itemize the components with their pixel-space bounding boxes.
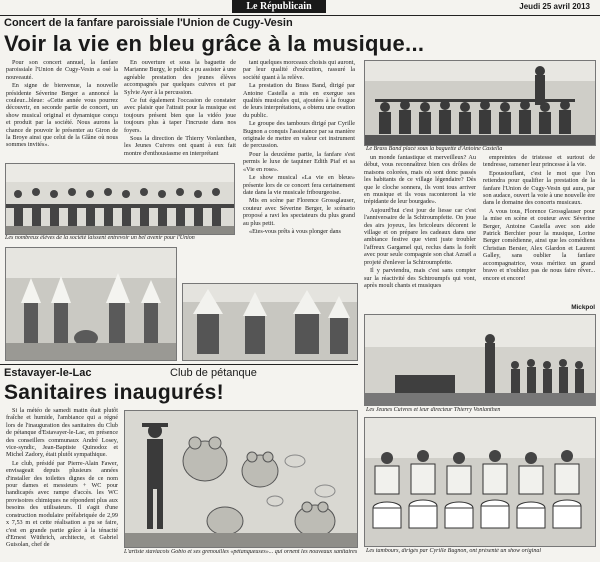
paragraph: La prestation du Brass Band, dirigé par Antoine Castella a mis en exergue ses qualités musicales qui, ajoutées à la fougue de leurs interprétations, a obtenu une ovation du public.: [243, 82, 355, 119]
students-caption: Les nombreux élèves de la société laissent entrevoir un bel avenir pour l'Union: [5, 235, 195, 241]
article1-column-2: [124, 59, 236, 159]
young-brass-illustration: [365, 315, 595, 405]
paragraph: un monde fantastique et merveilleux? Au début, vous reconnaîtrez bien ces drôles de maisons colorées, mais où sont donc passés les habitants de ce village légendaire? Dès que le cloche sonnera, ils vont tous arriver en musique et ils vous raconteront la vie trépidante de leur bourgade».: [364, 154, 476, 206]
paragraph: Le show musical «La vie en bleue» présente lors de ce concert fera certainement date dans la vie musicale fribourgeoise.: [243, 174, 355, 196]
paragraph: Mis en scène par Florence Grossglauser, couteur avec Séverine Berger, le scénario proposé a ravi les spectateurs du plus grand au plus petit.: [243, 197, 355, 227]
drummers-photo: [364, 417, 596, 547]
paragraph: Pour son concert annuel, la fanfare paroissiale l'Union de Cugy-Vesin a osé la nouveauté.: [6, 59, 118, 81]
paragraph: Il y parviendra, mais c'est sans compter sur la réactivité des Schtroumpfs qui vont, après moult chants et musiques: [364, 267, 476, 289]
article2-headline: Sanitaires inaugurés!: [4, 381, 224, 404]
brass-band-photo: [364, 60, 596, 146]
paragraph: tant quelques morceaux choisis qui auront, par leur qualité d'exécution, rassuré la société quant à la relève.: [243, 59, 355, 81]
article1-column-3: [243, 59, 355, 276]
article2-column-1: [6, 407, 118, 560]
frogs-photo: [124, 410, 358, 548]
article1-column-4: [364, 154, 476, 312]
article1-headline: Voir la vie en bleu grâce à la musique...: [4, 31, 425, 56]
article2-kicker: Club de pétanque: [170, 367, 257, 379]
drummers-caption: Les tambours, dirigés par Cyrille Bugnon, ont présenté un show original: [366, 548, 542, 554]
students-photo: [5, 163, 235, 235]
smurf-show-photo-1: [5, 247, 177, 361]
article1-column-1: [6, 59, 118, 159]
drummers-illustration: [365, 418, 595, 546]
paragraph: Si la météo de samedi matin était plutôt fraîche et humide, l'ambiance qui a régné lors de l'inauguration des sanitaires du Club de pétanque d'Estavayer-le-Lac, en présence des conseillers communaux André Losey, vice-syndic, Jean-Baptiste Quinodoz et Michel Zadory, était plutôt sympathique.: [6, 407, 118, 459]
paragraph: Sous la direction de Thierry Vonlanthen, les Jeunes Cuivres ont quant à eux fait montre d'enthousiasme en interprétant: [124, 135, 236, 157]
masthead: Le Républicain: [232, 0, 326, 13]
paragraph: En signe de bienvenue, la nouvelle présidente Séverine Berger a annoncé la couleur...bleue: «Cette année vous pourrez découvrir, en seconde partie de concert, un show musical original et dynamique conçu et produit par la société. Nous aurons la chance de pouvoir le présenter au Giron de la Broye ainsi que celui de la Glâne où nous sommes invités».: [6, 82, 118, 149]
article1-signature: Mickpol: [571, 304, 595, 311]
frogs-illustration: [125, 411, 357, 547]
paragraph: empreintes de tristesse et surtout de tendresse, ramener leur princesse à la vie.: [483, 154, 595, 169]
frogs-caption: L'artiste staviacois Gobio et ses grenouilles «pétanqueuses»... qui ornent les nouveaux sanitaires: [124, 549, 358, 555]
brass-band-caption: Le Brass Band placé sous la baguette d'Antoine Castella: [366, 146, 503, 152]
paragraph: Pour la deuxième partie, la fanfare s'est permis le luxe de taquiner Edith Piaf et sa «Vie en rose».: [243, 150, 355, 173]
paragraph: Epoustouflant, c'est le mot que l'on retiendra pour qualifier la prestation de la fanfare l'Union de Cugy-Vesin qui aura, par son audace, ouvert la voie à une nouvelle ère dans le domaine des concerts musicaux.: [483, 169, 595, 207]
article1-kicker: Concert de la fanfare paroissiale l'Union de Cugy-Vesin: [4, 17, 293, 29]
smurf-show-illustration-2: [183, 284, 357, 360]
paragraph: Le club, présidé par Pierre-Alain Fawer, envisageait depuis plusieurs années d'installer des toilettes dignes de ce nom pour dames et messieurs + WC pour handicapés avec rampe d'accès. les WC provisoires chimiques ne répondent plus aux besoins des utilisateurs. Il s'agit d'une construction modulaire préfabriquée de 2,99 x 7,53 m et cette réalisation a pu se faire, c'est en grande partie grâce à la ténacité d'Ernest Wüthrich, architecte, et Gabriel Guisolan, chef de: [6, 459, 118, 549]
article2-location: Estavayer-le-Lac: [4, 367, 92, 379]
top-rule: [0, 15, 600, 16]
paragraph: Le groupe des tambours dirigé par Cyrille Bugnon a conquis l'assistance par sa manière originale de mettre en valeur cet instrument de percussion.: [243, 120, 355, 150]
issue-date: Jeudi 25 avril 2013: [519, 2, 590, 11]
paragraph: Ce fut également l'occasion de constater avec plaisir que l'attrait pour la musique est toujours présent bien que la vidéo joue toujours plus à taper l'incruste dans nos foyers.: [124, 97, 236, 134]
article2-top-rule: [0, 364, 358, 365]
students-illustration: [6, 164, 234, 234]
paragraph: «Etes-vous prêts à vous plonger dans: [249, 227, 341, 235]
young-brass-photo: [364, 314, 596, 406]
paragraph: En ouverture et sous la baguette de Marianne Burgy, le public a pu assister à une agréable prestation des jeunes élèves accompagnés par quelques cuivres et par Sylvie Ayer à la percussion.: [124, 59, 236, 96]
smurf-show-photo-2: [182, 283, 358, 361]
young-brass-caption: Les Jeunes Cuivres et leur directeur Thierry Vonlanthen: [366, 407, 501, 413]
brass-band-illustration: [365, 61, 595, 145]
smurf-show-illustration-1: [6, 248, 176, 360]
paragraph: A vous tous, Florence Grossglauser pour la mise en scène et couteur avec Séverine Berger, Antoine Castella avec son aide Patrick Berchier pour la musique, Lorine Berger comédienne, ainsi que les comédiens Christian Bersier, Alex Glardon et Laurent Galley, sans oublier la fanfare accompagnatrice, vous méritez un grand bravo et n'oubliez pas de nous faire rêver... encore et encore!: [483, 207, 595, 282]
article1-column-5: [483, 154, 595, 304]
paragraph: Aujourd'hui c'est jour de liesse car c'est l'anniversaire de la Schtroumpfette. On joue des airs joyeux, les bricoleurs décorent le village et on prépare les cadeaux dans une ambiance festive que vient juste troubler l'affreux Gargamel qui, reclus dans la forêt avec pour seule compagnie son chat Azraël a projeté d'enlever la Schtroumpfette.: [364, 206, 476, 266]
